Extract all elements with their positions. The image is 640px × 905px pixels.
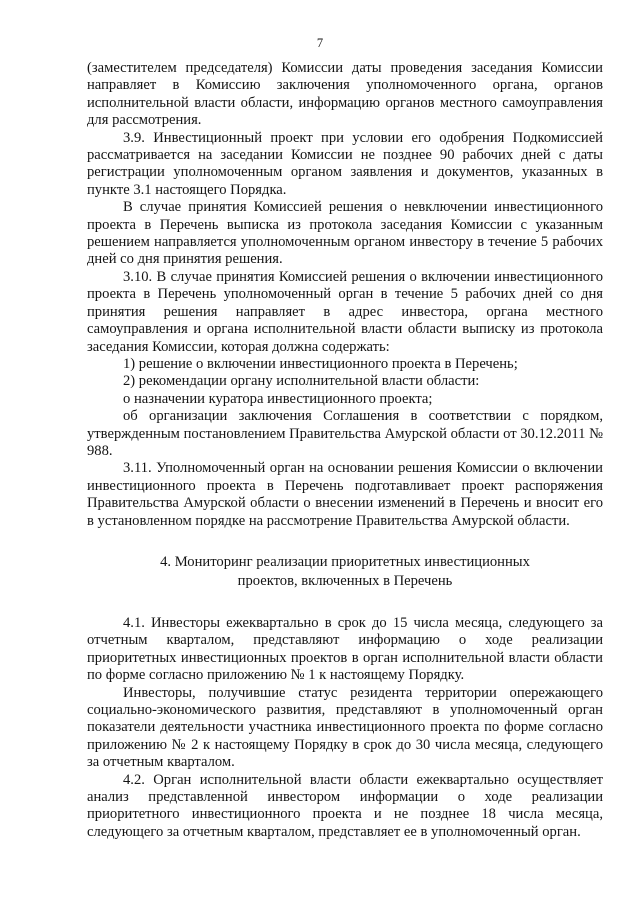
paragraph-3-10: 3.10. В случае принятия Комиссией решения о включении инвестиционного проекта в Перечень уполномоченный орган в течение 5 рабочих дней со дня принятия решения направляет в адрес инвестора, органа местного самоуправления и органа исполнительной власти области выписку из протокола заседания Комиссии, которая должна содержать: xyxy=(87,268,603,355)
section-heading-line: 4. Мониторинг реализации приоритетных инвестиционных xyxy=(160,553,530,570)
paragraph-4-2: 4.2. Орган исполнительной власти области ежеквартально осуществляет анализ представленной инвестором информации о ходе реализации приоритетного инвестиционного проекта и не позднее 18 числа месяца, следующего за отчетным кварталом, представляет ее в уполномоченный орган. xyxy=(87,771,603,840)
list-item: 1) решение о включении инвестиционного проекта в Перечень; xyxy=(123,355,518,372)
paragraph-residents: Инвесторы, получившие статус резидента территории опережающего социально-экономического развития, представляют в уполномоченный орган показатели деятельности участника инвестиционного проекта по форме согласно приложению № 2 к настоящему Порядку в срок до 30 числа месяца, следующего за отчетным кварталом. xyxy=(87,684,603,771)
document-body xyxy=(87,60,603,841)
paragraph-4-1: 4.1. Инвесторы ежеквартально в срок до 15 числа месяца, следующего за отчетным кварталом, представляют информацию о ходе реализации приоритетных инвестиционных проектов в орган исполнительной власти области по форме согласно приложению № 1 к настоящему Порядку. xyxy=(87,614,603,684)
paragraph-3-9: 3.9. Инвестиционный проект при условии его одобрения Подкомиссией рассматривается на заседании Комиссии не позднее 90 рабочих дней с даты регистрации уполномоченным органом заявления и документов, указанных в пункте 3.1 настоящего Порядка. xyxy=(87,129,603,198)
paragraph-agreement: об организации заключения Соглашения в соответствии с порядком, утвержденным постановлением Правительства Амурской области от 30.12.2011 № 988. xyxy=(87,408,603,459)
paragraph-non-inclusion: В случае принятия Комиссией решения о невключении инвестиционного проекта в Перечень выписка из протокола заседания Комиссии с указанным решением направляется уполномоченным органом инвестору в течение 5 рабочих дней со дня принятия решения. xyxy=(87,199,603,268)
paragraph-3-11: 3.11. Уполномоченный орган на основании решения Комиссии о включении инвестиционного проекта в Перечень подготавливает проект распоряжения Правительства Амурской области о внесении изменений в Перечень и вносит его в установленном порядке на рассмотрение Правительства Амурской области. xyxy=(87,460,603,529)
section-heading xyxy=(87,553,603,591)
page-number: 7 xyxy=(316,36,324,50)
section-heading-line: проектов, включенных в Перечень xyxy=(237,572,453,589)
list-item: 2) рекомендации органу исполнительной власти области: xyxy=(123,373,480,390)
paragraph-continuation: (заместителем председателя) Комиссии даты проведения заседания Комиссии направляет в Комиссию заключения уполномоченного органа, органов исполнительной власти области, информацию органов местного самоуправления для рассмотрения. xyxy=(87,60,603,129)
list-item: о назначении куратора инвестиционного проекта; xyxy=(123,390,433,407)
